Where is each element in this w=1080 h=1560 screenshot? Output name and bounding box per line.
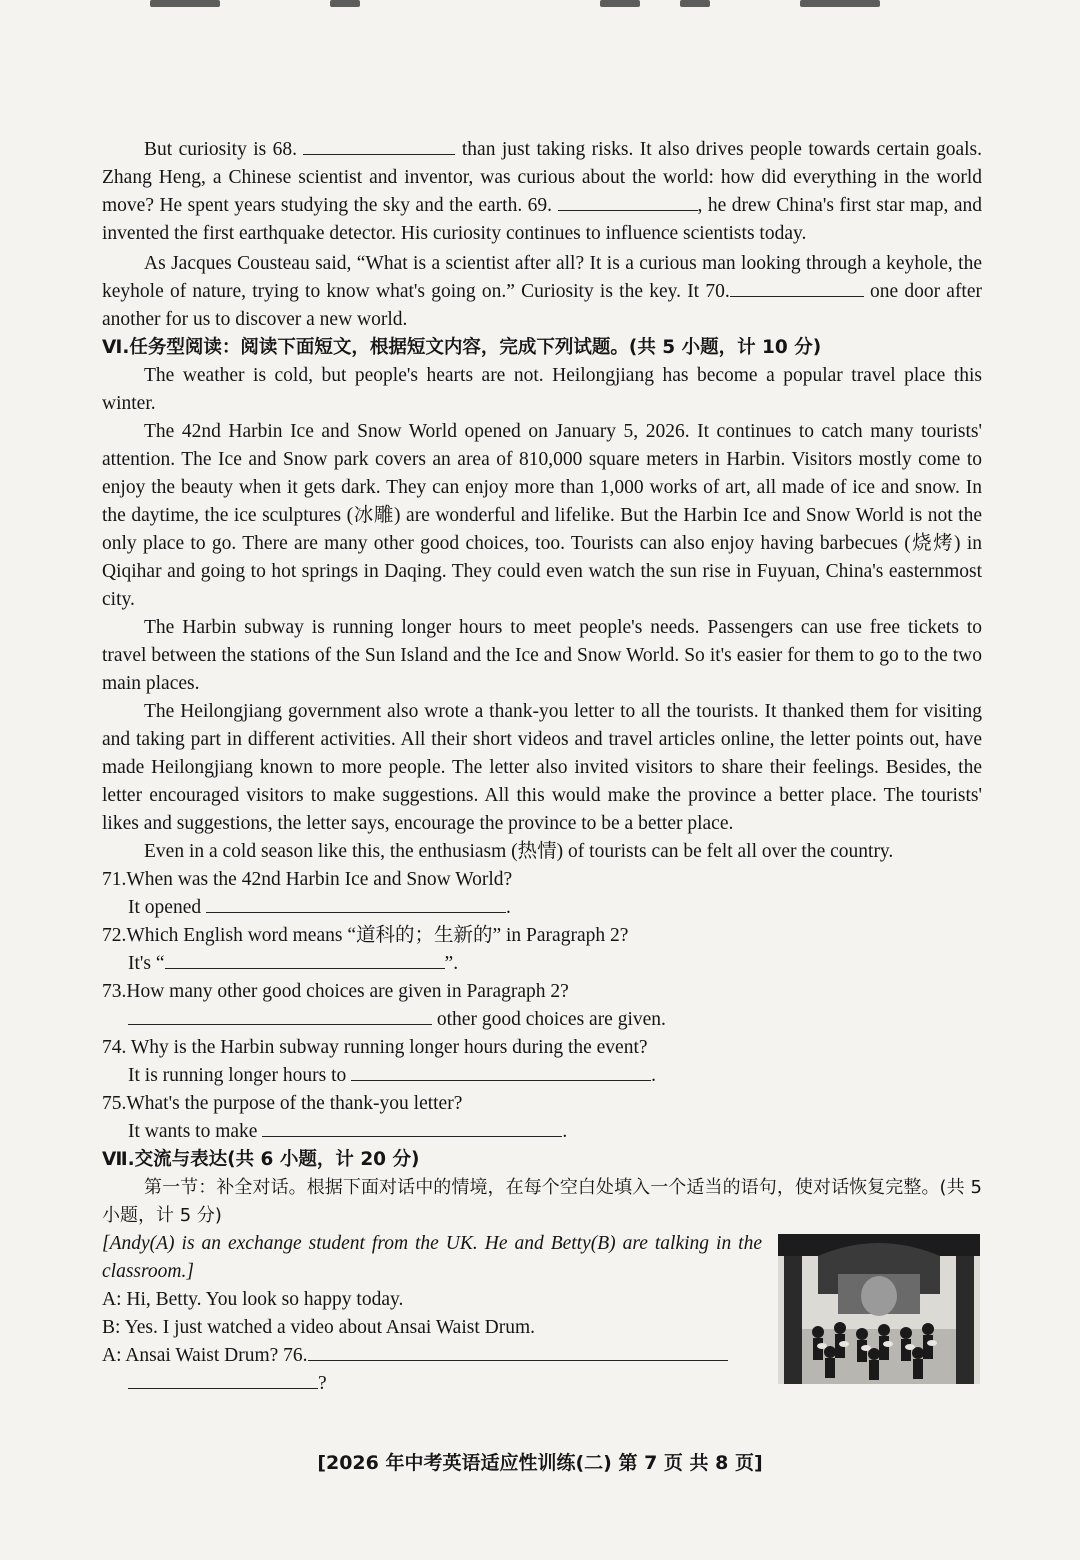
answer-blank-71[interactable] [206,894,506,913]
answer-blank-69[interactable] [558,192,698,211]
question-72: 72.Which English word means “道科的；生新的” in Paragraph 2? It's “ ”. [102,925,629,974]
answer-blank-74[interactable] [351,1062,651,1081]
answer-blank-70[interactable] [730,278,864,297]
question-73: 73.How many other good choices are given in Paragraph 2? other good choices are given. [102,981,666,1030]
answer-blank-76[interactable] [308,1342,728,1361]
dialogue-line-a1: A: Hi, Betty. You look so happy today. [102,1289,404,1310]
reading-paragraph-1: The weather is cold, but people's hearts are not. Heilongjiang has become a popular travel place this winter. [102,365,982,414]
answer-blank-76-continued[interactable] [128,1370,318,1389]
question-71: 71.When was the 42nd Harbin Ice and Snow World? It opened . [102,869,513,918]
dialogue-block: [Andy(A) is an exchange student from the UK. He and Betty(B) are talking in the classroom.] A: Hi, Betty. You look so happy today. B: Yes. I just watched a video about Ansai Waist Drum. A: Ansai Waist Drum? 76. ? [102,1230,982,1398]
dialogue-scene: [Andy(A) is an exchange student from the UK. He and Betty(B) are talking in the classroom.] [102,1233,762,1282]
reading-paragraph-3: The Harbin subway is running longer hours to meet people's needs. Passengers can use free tickets to travel between the stations of the Sun Island and the Ice and Snow World. So it's easier for them to go to the two main places. [102,617,982,694]
waist-drum-performance-photo [778,1234,980,1384]
answer-blank-72[interactable] [165,950,445,969]
answer-blank-68[interactable] [303,136,455,155]
reading-paragraph-5: Even in a cold season like this, the enthusiasm (热情) of tourists can be felt all over the country. [144,841,894,862]
exam-page [102,136,982,1398]
dialogue-instructions: 第一节：补全对话。根据下面对话中的情境，在每个空白处填入一个适当的语句，使对话恢复完整。(共 5 小题，计 5 分) [102,1177,982,1226]
reading-paragraph-4: The Heilongjiang government also wrote a thank-you letter to all the tourists. It thanked them for visiting and taking part in different activities. All their short videos and travel articles online, the letter points out, have made Heilongjiang known to more people. The letter also invited visitors to share their feelings. Besides, the letter encouraged visitors to make suggestions. All this would make the province a better place. The tourists' likes and suggestions, the letter says, encourage the province to be a better place. [102,701,982,834]
passage-paragraph-cousteau: As Jacques Cousteau said, “What is a scientist after all? It is a curious man looking through a keyhole, the keyhole of nature, trying to know what's going on.” Curiosity is the key. It 70. one door after another for us to discover a new world. [102,253,982,330]
section-7-title: Ⅶ.交流与表达(共 6 小题，计 20 分) [102,1149,420,1170]
question-74: 74. Why is the Harbin subway running longer hours during the event? It is running longer hours to . [102,1037,657,1086]
question-75: 75.What's the purpose of the thank-you letter? It wants to make . [102,1093,568,1142]
reading-paragraph-2: The 42nd Harbin Ice and Snow World opened on January 5, 2026. It continues to catch many tourists' attention. The Ice and Snow park covers an area of 810,000 square meters in Harbin. Visitors mostly come to enjoy the beauty when it gets dark. They can enjoy more than 1,000 works of art, all made of ice and snow. In the daytime, the ice sculptures (冰雕) are wonderful and lifelike. But the Harbin Ice and Snow World is not the only place to go. There are many other good choices, too. Tourists can also enjoy having barbecues (烧烤) in Qiqihar and going to hot springs in Daqing. They could even watch the sun rise in Fuyuan, China's easternmost city. [102,421,982,610]
answer-blank-75[interactable] [262,1118,562,1137]
page-footer: [2026 年中考英语适应性训练(二) 第 7 页 共 8 页] [317,1452,763,1474]
answer-blank-73[interactable] [128,1006,432,1025]
dialogue-line-a2: A: Ansai Waist Drum? 76. [102,1342,762,1370]
passage-paragraph-curiosity: But curiosity is 68. than just taking risks. It also drives people towards certain goals. Zhang Heng, a Chinese scientist and inventor, was curious about the world: how did everything in the world move? He spent years studying the sky and the earth. 69. , he drew China's first star map, and invented the first earthquake detector. His curiosity continues to influence scientists today. [102,136,982,248]
dialogue-line-b1: B: Yes. I just watched a video about Ansai Waist Drum. [102,1317,535,1338]
section-6-title: Ⅵ.任务型阅读：阅读下面短文，根据短文内容，完成下列试题。(共 5 小题，计 10 分) [102,337,822,358]
top-cropped-text [0,0,1080,14]
